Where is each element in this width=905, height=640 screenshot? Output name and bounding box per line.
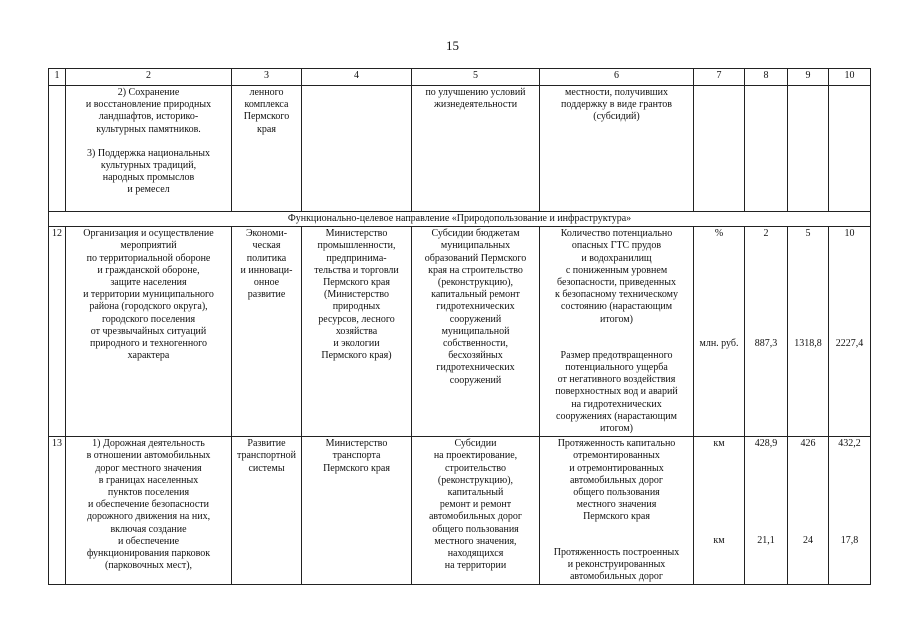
- value-cell: [745, 437, 788, 585]
- value-1: 10: [844, 228, 855, 240]
- section-title: Функционально-целевое направление «Природопользование и инфраструктура»: [49, 212, 871, 227]
- header-cell: 9: [788, 69, 829, 86]
- section-row: [49, 212, 871, 227]
- row-number-cell: 13: [49, 437, 66, 585]
- direction-cell: Экономи- ческая политика и инноваци- онное развитие: [232, 227, 302, 437]
- activity-cell: Организация и осуществление мероприятий по территориальной обороне и гражданской обороне, защите населения и территории муниципального района (городского округа), городского поселения от чрезвычайных ситуаций природного и техногенного характера: [66, 227, 232, 437]
- value-1: 426: [800, 438, 816, 450]
- indicator-1: Количество потенциально опасных ГТС прудов и водохранилищ с пониженным уровнем безопасности, приведенных к безопасному техническому состоянию (нарастающим итогом): [554, 228, 678, 325]
- activity-text-2: 3) Поддержка национальных культурных традиций, народных промыслов и ремесел: [87, 147, 210, 196]
- value-cell: [788, 437, 829, 585]
- value-1: 428,9: [754, 438, 778, 450]
- row-number-cell: [49, 86, 66, 212]
- unit-cell: [694, 437, 745, 585]
- value-cell: [829, 227, 871, 437]
- page-number: 15: [446, 38, 459, 53]
- table-row-continued: [49, 86, 871, 212]
- value-2: 24: [803, 535, 813, 547]
- unit-cell: [694, 86, 745, 212]
- unit-2: млн. руб.: [699, 338, 739, 350]
- ministry-cell: Министерство промышленности, предпринима- тельства и торговли Пермского края (Министерство природных ресурсов, лесного хозяйства и экологии Пермского края): [302, 227, 412, 437]
- table-row-13: [49, 437, 871, 585]
- header-cell: 3: [232, 69, 302, 86]
- indicator-2: Протяженность построенных и реконструированных автомобильных дорог: [553, 546, 680, 583]
- value-1: 5: [805, 228, 811, 240]
- subsidy-cell: Субсидии бюджетам муниципальных образований Пермского края на строительство (реконструкцию), капитальный ремонт гидротехнических сооружений муниципальной собственности, бесхозяйных гидротехнических сооружений: [412, 227, 540, 437]
- header-cell: 5: [412, 69, 540, 86]
- header-cell: 1: [49, 69, 66, 86]
- value-cell: [745, 86, 788, 212]
- indicator-1: Протяженность капитально отремонтированных и отремонтированных автомобильных дорог общего пользования местного значения Пермского края: [557, 438, 676, 523]
- header-cell: 7: [694, 69, 745, 86]
- unit-1: %: [714, 228, 724, 240]
- value-1: 432,2: [838, 438, 861, 450]
- activity-cell: [66, 86, 232, 212]
- value-2: 2227,4: [835, 338, 864, 350]
- subsidy-cell: по улучшению условий жизнедеятельности: [412, 86, 540, 212]
- value-cell: [745, 227, 788, 437]
- value-cell: [788, 227, 829, 437]
- unit-cell: [694, 227, 745, 437]
- value-cell: [829, 437, 871, 585]
- unit-2: км: [713, 535, 725, 547]
- value-2: 887,3: [754, 338, 778, 350]
- header-cell: 10: [829, 69, 871, 86]
- ministry-cell: Министерство транспорта Пермского края: [302, 437, 412, 585]
- value-2: 17,8: [840, 535, 859, 547]
- value-1: 2: [763, 228, 769, 240]
- subsidy-cell: Субсидии на проектирование, строительство (реконструкцию), капитальный ремонт и ремонт автомобильных дорог общего пользования местного значения, находящихся на территории: [412, 437, 540, 585]
- value-cell: [829, 86, 871, 212]
- indicator-cell: местности, получивших поддержку в виде грантов (субсидий): [540, 86, 694, 212]
- indicator-cell: [540, 227, 694, 437]
- header-cell: 2: [66, 69, 232, 86]
- header-row: [49, 69, 871, 86]
- value-2: 1318,8: [794, 338, 822, 350]
- row-number-cell: 12: [49, 227, 66, 437]
- indicator-2: Размер предотвращенного потенциального ущерба от негативного воздействия поверхностных вод и аварий на гидротехнических сооружениях (нарастающим итогом): [555, 349, 678, 435]
- header-cell: 6: [540, 69, 694, 86]
- unit-1: км: [713, 438, 725, 450]
- table-row-12: [49, 227, 871, 437]
- activity-text: 2) Сохранение и восстановление природных ландшафтов, историко- культурных памятников.: [85, 87, 212, 135]
- indicator-cell: [540, 437, 694, 585]
- ministry-cell: [302, 86, 412, 212]
- value-cell: [788, 86, 829, 212]
- header-cell: 8: [745, 69, 788, 86]
- value-2: 21,1: [757, 535, 775, 547]
- program-table: [48, 68, 871, 585]
- direction-cell: ленного комплекса Пермского края: [232, 86, 302, 212]
- direction-cell: Развитие транспортной системы: [232, 437, 302, 585]
- activity-cell: 1) Дорожная деятельность в отношении автомобильных дорог местного значения в границах населенных пунктов поселения и обеспечение безопасности дорожного движения на них, включая создание и обеспечение функционирования парковок (парковочных мест),: [66, 437, 232, 585]
- header-cell: 4: [302, 69, 412, 86]
